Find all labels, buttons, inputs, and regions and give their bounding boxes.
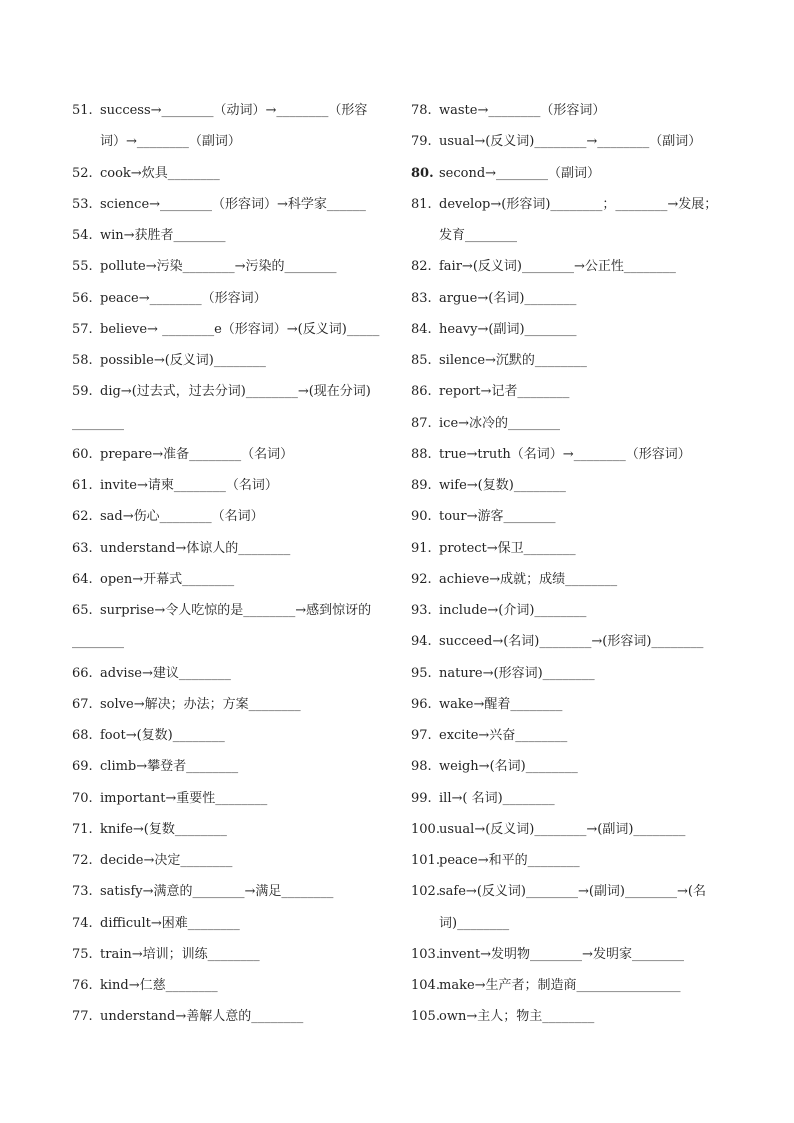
- exercise-item: [411, 314, 729, 345]
- item-number: 63.: [72, 540, 93, 556]
- item-text: own→主人；物主________: [439, 1009, 595, 1025]
- item-text: understand→体谅人的________: [100, 540, 291, 556]
- item-text: weigh→(名词)________: [439, 759, 578, 775]
- exercise-item: [72, 564, 390, 595]
- item-text: argue→(名词)________: [439, 290, 577, 306]
- item-text: succeed→(名词)________→(形容词)________: [439, 634, 704, 650]
- item-text: fair→(反义词)________→公正性________: [439, 259, 676, 275]
- exercise-item: [411, 376, 729, 407]
- exercise-item: [411, 470, 729, 501]
- item-continuation: 发育________: [439, 228, 518, 243]
- item-number: 70.: [72, 790, 93, 806]
- item-number: 73.: [72, 884, 93, 900]
- item-number: 105.: [411, 1009, 440, 1025]
- item-number: 61.: [72, 478, 93, 493]
- item-text: cook→炊具________: [100, 165, 220, 181]
- exercise-item: [72, 814, 390, 845]
- exercise-item: [411, 189, 729, 220]
- item-number: 94.: [411, 634, 432, 650]
- item-text: invite→请柬________（名词）: [100, 478, 278, 493]
- exercise-item: [411, 814, 729, 845]
- item-text: solve→解决；办法；方案________: [100, 696, 301, 712]
- exercise-item: [72, 251, 390, 282]
- item-number: 59.: [72, 384, 93, 400]
- item-text: satisfy→满意的________→满足________: [100, 884, 334, 900]
- item-text: report→记者________: [439, 384, 570, 400]
- item-number: 80.: [411, 165, 434, 181]
- item-continuation: ________: [72, 415, 124, 431]
- item-continuation: 词）→________（副词）: [100, 134, 241, 150]
- item-text: possible→(反义词)________: [100, 353, 266, 368]
- exercise-item: [411, 720, 729, 751]
- exercise-item: [72, 845, 390, 876]
- exercise-item: [72, 95, 390, 126]
- item-number: 78.: [411, 103, 432, 118]
- item-number: 67.: [72, 696, 93, 712]
- exercise-item: [411, 283, 729, 314]
- exercise-item: [411, 501, 729, 532]
- item-continuation: 词)________: [439, 915, 510, 931]
- item-text: train→培训；训练________: [100, 946, 260, 962]
- exercise-item: [72, 158, 390, 189]
- exercise-item: [72, 939, 390, 970]
- exercise-item: [72, 439, 390, 470]
- item-text: true→truth（名词）→________（形容词）: [439, 446, 691, 462]
- exercise-item: [411, 408, 729, 439]
- item-number: 83.: [411, 290, 432, 306]
- item-text: achieve→成就；成绩________: [439, 571, 618, 587]
- item-number: 92.: [411, 571, 432, 587]
- exercise-item: [411, 939, 729, 970]
- item-text: safe→(反义词)________→(副词)________→(名: [439, 884, 706, 900]
- exercise-item: [72, 376, 390, 407]
- exercise-item: [411, 564, 729, 595]
- item-text: important→重要性________: [100, 790, 268, 806]
- item-number: 100.: [411, 821, 440, 837]
- item-number: 77.: [72, 1009, 93, 1025]
- item-number: 91.: [411, 540, 432, 556]
- item-text: dig→(过去式，过去分词)________→(现在分词): [100, 384, 371, 400]
- item-text: silence→沉默的________: [439, 353, 587, 368]
- item-text: wake→醒着________: [439, 696, 563, 712]
- item-text: invent→发明物________→发明家________: [439, 946, 684, 962]
- exercise-item: [411, 251, 729, 282]
- item-number: 72.: [72, 853, 93, 868]
- item-number: 90.: [411, 509, 432, 525]
- item-text: peace→________（形容词）: [100, 290, 267, 306]
- item-text: decide→决定________: [100, 853, 233, 868]
- item-number: 87.: [411, 415, 432, 431]
- exercise-item: [411, 439, 729, 470]
- exercise-item: [411, 845, 729, 876]
- item-number: 66.: [72, 665, 93, 681]
- item-number: 98.: [411, 759, 432, 775]
- item-text: open→开幕式________: [100, 571, 235, 587]
- item-number: 104.: [411, 978, 440, 993]
- item-number: 75.: [72, 946, 93, 962]
- item-text: believe→ ________e（形容词）→(反义词)_____: [100, 321, 380, 337]
- item-number: 103.: [411, 946, 440, 962]
- item-number: 69.: [72, 759, 93, 775]
- item-number: 86.: [411, 384, 432, 400]
- exercise-item: [72, 533, 390, 564]
- item-number: 64.: [72, 571, 93, 587]
- item-number: 82.: [411, 259, 432, 275]
- item-number: 65.: [72, 603, 93, 618]
- exercise-item: [72, 595, 390, 626]
- item-number: 74.: [72, 915, 93, 931]
- item-number: 96.: [411, 696, 432, 712]
- item-text: nature→(形容词)________: [439, 665, 595, 681]
- item-text: excite→兴奋________: [439, 728, 568, 743]
- item-number: 79.: [411, 134, 432, 150]
- exercise-item: [411, 533, 729, 564]
- exercise-item: [411, 876, 729, 907]
- exercise-item: [72, 658, 390, 689]
- exercise-item: [411, 1001, 729, 1032]
- item-number: 71.: [72, 821, 93, 837]
- item-text: ill→( 名词)________: [439, 790, 555, 806]
- exercise-item: [72, 970, 390, 1001]
- item-text: waste→________（形容词）: [439, 103, 606, 118]
- exercise-item: [411, 126, 729, 157]
- exercise-item: [72, 1001, 390, 1032]
- exercise-item: [72, 283, 390, 314]
- item-text: usual→(反义词)________→________（副词）: [439, 134, 702, 150]
- exercise-item: [72, 783, 390, 814]
- item-text: success→________（动词）→________（形容: [100, 103, 368, 118]
- item-text: win→获胜者________: [100, 228, 226, 243]
- item-number: 58.: [72, 353, 93, 368]
- item-text: develop→(形容词)________；________→发展；: [439, 196, 718, 212]
- exercise-item: [411, 689, 729, 720]
- exercise-item: [411, 970, 729, 1001]
- right-column: [411, 95, 729, 1033]
- item-number: 53.: [72, 196, 93, 212]
- exercise-item: [411, 595, 729, 626]
- item-text: wife→(复数)________: [439, 478, 566, 493]
- item-number: 88.: [411, 446, 432, 462]
- item-text: tour→游客________: [439, 509, 556, 525]
- exercise-item: [411, 751, 729, 782]
- exercise-item: [411, 626, 729, 657]
- item-text: climb→攀登者________: [100, 759, 239, 775]
- item-text: heavy→(副词)________: [439, 321, 577, 337]
- left-column: [72, 95, 390, 1033]
- item-text: foot→(复数)________: [100, 728, 225, 743]
- item-text: ice→冰冷的________: [439, 415, 561, 431]
- item-text: kind→仁慈________: [100, 978, 218, 993]
- item-number: 57.: [72, 321, 93, 337]
- item-number: 84.: [411, 321, 432, 337]
- item-text: surprise→令人吃惊的是________→感到惊讶的: [100, 603, 372, 618]
- item-number: 93.: [411, 603, 432, 618]
- item-text: prepare→准备________（名词）: [100, 446, 294, 462]
- exercise-item: [72, 345, 390, 376]
- item-text: knife→(复数________: [100, 821, 227, 837]
- item-number: 56.: [72, 290, 93, 306]
- item-number: 102.: [411, 884, 440, 900]
- item-text: advise→建议________: [100, 665, 231, 681]
- item-number: 85.: [411, 353, 432, 368]
- exercise-item: [72, 189, 390, 220]
- item-number: 68.: [72, 728, 93, 743]
- exercise-item: [72, 908, 390, 939]
- item-text: sad→伤心________（名词）: [100, 509, 264, 525]
- item-number: 52.: [72, 165, 93, 181]
- item-number: 60.: [72, 446, 93, 462]
- item-text: second→________（副词）: [439, 165, 601, 181]
- item-text: difficult→困难________: [100, 915, 240, 931]
- exercise-item: [72, 501, 390, 532]
- item-number: 76.: [72, 978, 93, 993]
- exercise-item: [72, 689, 390, 720]
- item-text: protect→保卫________: [439, 540, 576, 556]
- item-text: pollute→污染________→污染的________: [100, 259, 337, 275]
- item-text: usual→(反义词)________→(副词)________: [439, 821, 686, 837]
- item-number: 89.: [411, 478, 432, 493]
- exercise-item: [411, 345, 729, 376]
- item-text: peace→和平的________: [439, 853, 580, 868]
- item-number: 55.: [72, 259, 93, 275]
- exercise-item: [411, 658, 729, 689]
- item-text: make→生产者；制造商________________: [439, 978, 681, 993]
- item-number: 97.: [411, 728, 432, 743]
- exercise-item: [411, 783, 729, 814]
- exercise-item: [72, 470, 390, 501]
- item-text: understand→善解人意的________: [100, 1009, 304, 1025]
- item-number: 101.: [411, 853, 440, 868]
- exercise-item: [72, 876, 390, 907]
- exercise-item: [72, 720, 390, 751]
- exercise-item: [411, 95, 729, 126]
- item-number: 95.: [411, 665, 432, 681]
- item-text: science→________（形容词）→科学家______: [100, 196, 366, 212]
- item-number: 62.: [72, 509, 93, 525]
- exercise-item: [72, 751, 390, 782]
- item-continuation: ________: [72, 634, 124, 650]
- exercise-item: [72, 220, 390, 251]
- item-text: include→(介词)________: [439, 603, 587, 618]
- exercise-item: [72, 314, 390, 345]
- exercise-item: [411, 158, 729, 189]
- item-number: 81.: [411, 196, 432, 212]
- item-number: 54.: [72, 228, 93, 243]
- item-number: 51.: [72, 103, 93, 118]
- item-number: 99.: [411, 790, 432, 806]
